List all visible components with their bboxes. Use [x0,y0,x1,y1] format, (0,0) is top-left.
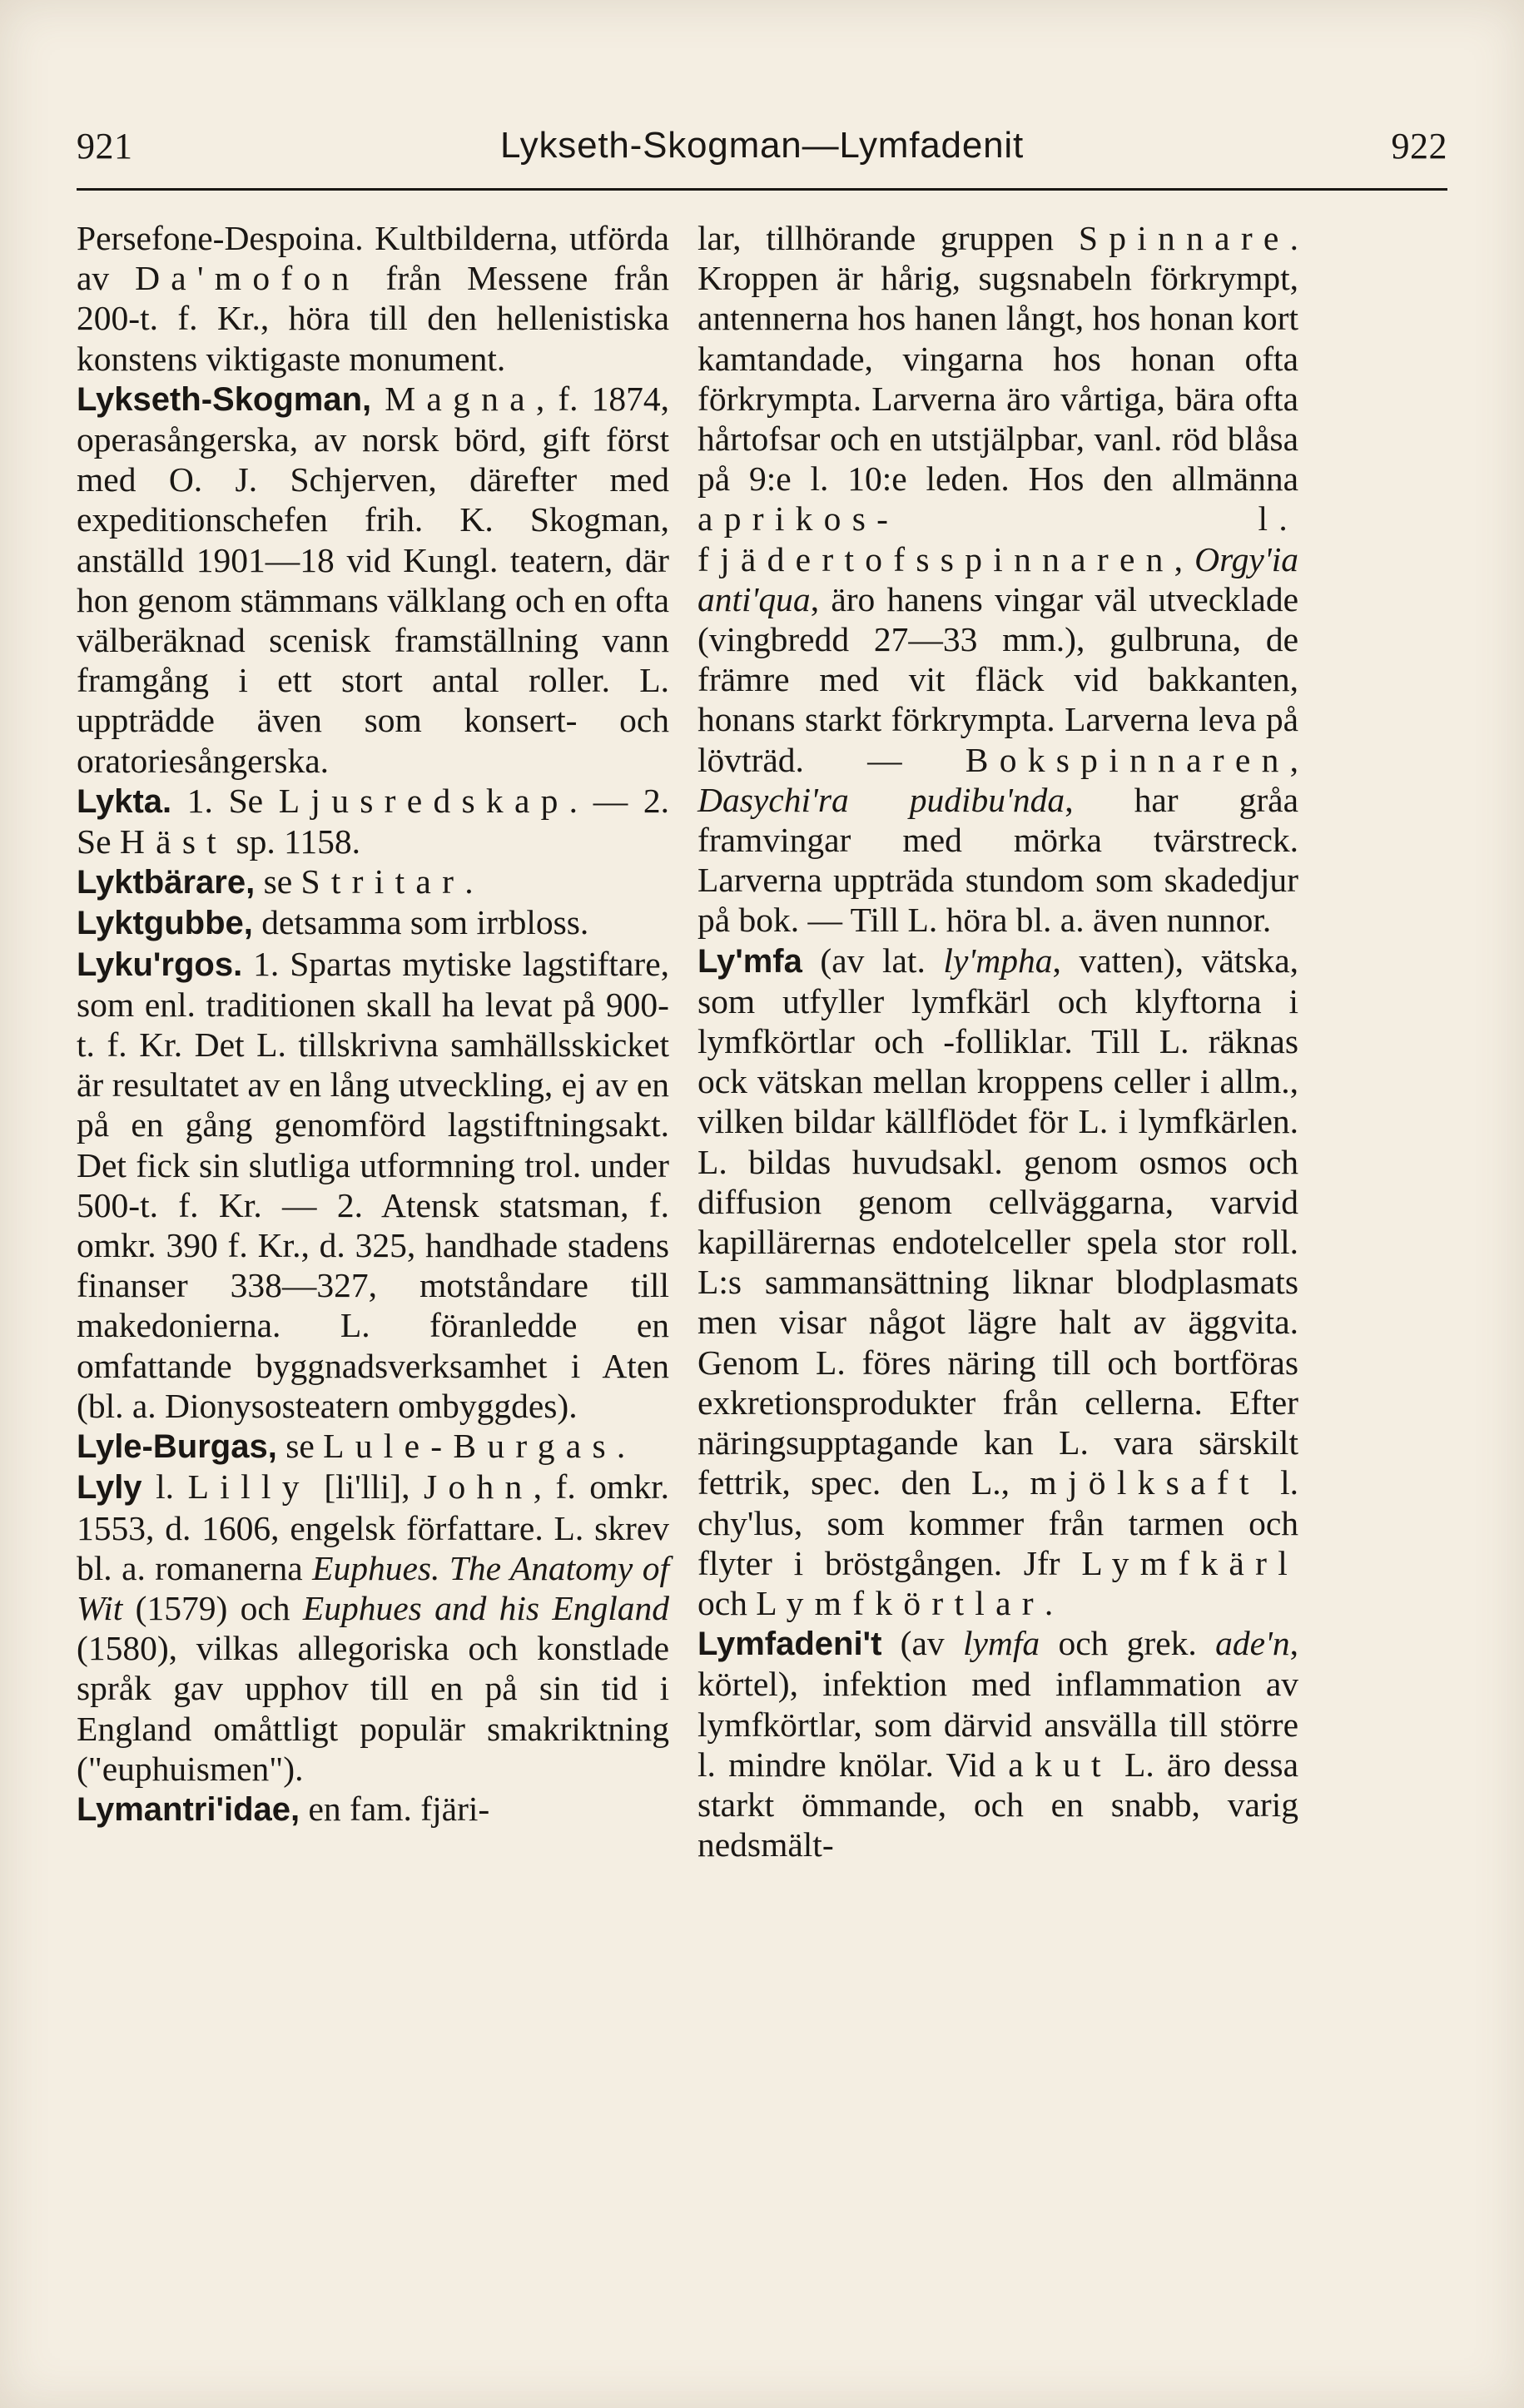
entry-lyktbarare: Lyktbärare, se Stritar. [77,862,474,901]
headword: Lyle-Burgas, [77,1428,277,1466]
headword: Lymfadeni't [697,1626,882,1663]
headword: Lykta. [77,782,172,820]
page-header [77,125,1447,183]
running-title: Lykseth-Skogman—Lymfadenit [500,125,1024,166]
entry-lyly: Lyly l. Lilly [li'lli], John, f. omkr. 1553, d. 1606, engelsk författare. L. skrev bl. a. romanerna Euphues. The Anatomy of Wit (1579) och Euphues and his England (1580), vilkas allegoriska och konstlade språk gav upphov till en på sin tid i England omåttligt populär smakriktning ("euphuismen"). [77,1467,670,1788]
entry-lykta: Lykta. 1. Se Ljusredskap. — 2. Se Häst sp. 1158. [77,781,670,861]
entry-lykurgos: Lyku'rgos. 1. Spartas mytiske lagstiftare, som enl. traditionen skall ha levat på 900-t. f. Kr. Det L. tillskrivna samhällsskicket är resultatet av en lång utveckling, ej av en på en gång genomförd lagstiftningsakt. Det fick sin slutliga utformning trol. under 500-t. f. Kr. — 2. Atensk statsman, f. omkr. 390 f. Kr., d. 325, handhade stadens finanser 338—327, motståndare till makedonierna. L. föranledde en omfattande byggnadsverksamhet i Aten (bl. a. Dionysosteatern ombyggdes). [77,944,669,1425]
entry-lymfadenit: Lymfadeni't (av lymfa och grek. ade'n, körtel), infektion med inflammation av lymfkörtlar, som därvid ansvälla till större l. mindre knölar. Vid akut L. äro dessa starkt ömmande, och en snabb, varig nedsmält- [697,1624,1298,1864]
entry-lymfa: Ly'mfa (av lat. ly'mpha, vatten), vätska, som utfyller lymfkärl och klyftorna i lymfkörtlar och -folliklar. Till L. räknas ock vätskan mellan kroppens celler i allm., vilken bildar källflödet för L. i lymfkärlen. L. bildas huvudsakl. genom osmos och diffusion genom cellväggarna, varvid kapillärernas endotelceller spela stor roll. L:s sammansättning liknar blodplasmats men visar något lägre halt av äggvita. Genom L. föres näring till och bortföras exkretionsprodukter från cellerna. Efter näringsupptagande kan L. vara särskilt fettrik, spec. den L., mjölksaft l. chy'lus, som kommer från tarmen och flyter i bröstgången. Jfr Lymfkärl och Lymfkörtlar. [697,941,1298,1622]
entry-lymantriidae: Lymantri'idae, en fam. fjäri- [77,1789,490,1828]
entry-lyktgubbe: Lyktgubbe, detsamma som irrbloss. [77,903,589,942]
page-number-left: 921 [77,126,133,166]
column-left [77,218,669,1830]
entry-lykseth-skogman: Lykseth-Skogman, Magna, f. 1874, operasångerska, av norsk börd, gift först med O. J. Schjerven, därefter med expeditionschefen frih. K. Skogman, anställd 1901—18 vid Kungl. teatern, där hon genom stämmans välklang och en ofta välberäknad scenisk framställning vann framgång i ett stort antal roller. L. uppträdde även som konsert- och oratoriesångerska. [77,379,669,780]
headword: Lyly [77,1469,142,1507]
entry-lymantriidae-continued: lar, tillhörande gruppen Spinnare. Kroppen är hårig, sugsnabeln förkrympt, antennerna hos hanen långt, hos honan kort kamtandade, vingarna hos honan ofta förkrympta. Larverna äro vårtiga, bära ofta hårtofsar och en utstjälpbar, vanl. röd blåsa på 9:e l. 10:e leden. Hos den allmänna aprikos- l. fjädertofsspinnaren, Orgy'ia anti'qua, äro hanens vingar väl utvecklade (vingbredd 27—33 mm.), gulbruna, de främre med vit fläck vid bakkanten, honans starkt förkrympta. Larverna leva på lövträd. — Bokspinnaren, Dasychi'ra pudibu'nda, har gråa framvingar med mörka tvärstreck. Larverna uppträda stundom som skadedjur på bok. — Till L. höra bl. a. även nunnor. [697,219,1298,940]
headword: Ly'mfa [697,942,802,980]
entry-persefone-continued: Persefone-Despoina. Kultbilderna, utförda av Da'mofon från Messene från 200-t. f. Kr., höra till den hellenistiska konstens viktigaste monument. [77,219,670,378]
header-rule [77,188,1447,191]
headword: Lykseth-Skogman, [77,380,372,418]
headword: Lyku'rgos. [77,946,243,983]
headword: Lyktgubbe, [77,905,253,942]
entry-lyle-burgas: Lyle-Burgas, se Lule-Burgas. [77,1427,626,1466]
headword: Lymantri'idae, [77,1790,300,1828]
headword: Lyktbärare, [77,864,256,901]
column-right [697,218,1298,1864]
page-number-right: 922 [1391,126,1447,166]
